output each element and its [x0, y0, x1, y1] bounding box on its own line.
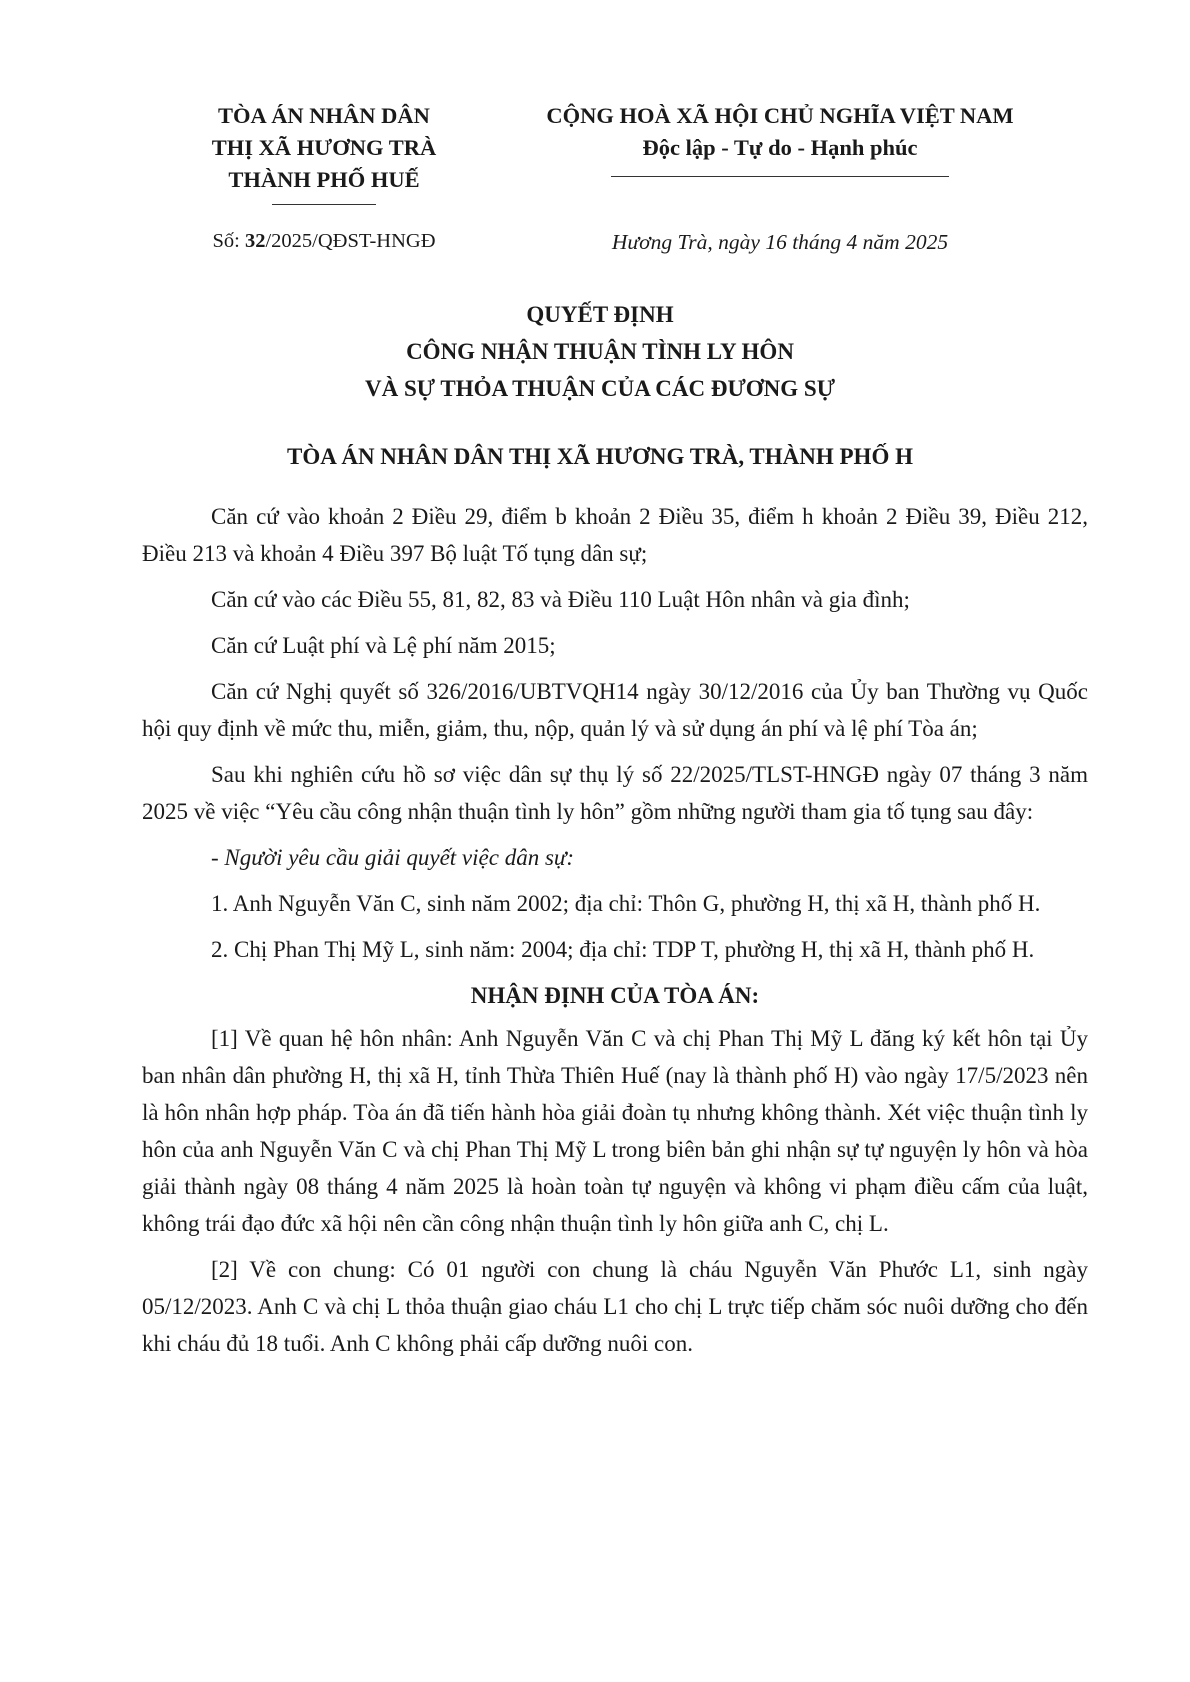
court-line: THÀNH PHỐ HUẾ: [228, 167, 420, 192]
finding-paragraph: [2] Về con chung: Có 01 người con chung là cháu Nguyễn Văn Phước L1, sinh ngày 05/12/2023. Anh C và chị L thỏa thuận giao cháu L1 cho chị L trực tiếp chăm sóc nuôi dưỡng cho đến khi cháu đủ 18 tuổi. Anh C không phải cấp dưỡng nuôi con.: [142, 1257, 1088, 1356]
party-paragraph: 2. Chị Phan Thị Mỹ L, sinh năm: 2004; địa chỉ: TDP T, phường H, thị xã H, thành phố H.: [211, 937, 1035, 962]
motto: Độc lập - Tự do - Hạnh phúc: [642, 135, 918, 160]
nation-name: CỘNG HOÀ XÃ HỘI CHỦ NGHĨA VIỆT NAM: [546, 103, 1014, 128]
motto-underline: [611, 176, 949, 177]
document-number-prefix: Số:: [212, 230, 245, 252]
legal-basis-paragraph: Căn cứ vào các Điều 55, 81, 82, 83 và Điều 110 Luật Hôn nhân và gia đình;: [211, 587, 910, 612]
national-motto-block: [500, 100, 1060, 177]
legal-basis-paragraph: Căn cứ Nghị quyết số 326/2016/UBTVQH14 ngày 30/12/2016 của Ủy ban Thường vụ Quốc hội quy định về mức thu, miễn, giảm, thu, nộp, quản lý và sử dụng án phí và lệ phí Tòa án;: [142, 679, 1088, 741]
legal-basis-paragraph: Căn cứ vào khoản 2 Điều 29, điểm b khoản 2 Điều 35, điểm h khoản 2 Điều 39, Điều 212, Điều 213 và khoản 4 Điều 397 Bộ luật Tố tụng dân sự;: [142, 504, 1088, 566]
party-paragraph: 1. Anh Nguyễn Văn C, sinh năm 2002; địa chỉ: Thôn G, phường H, thị xã H, thành phố H.: [211, 891, 1041, 916]
court-underline: [272, 204, 376, 205]
legal-basis-paragraph: Căn cứ Luật phí và Lệ phí năm 2015;: [211, 633, 556, 658]
court-name-heading: TÒA ÁN NHÂN DÂN THỊ XÃ HƯƠNG TRÀ, THÀNH PHỐ H: [287, 444, 913, 469]
court-line: THỊ XÃ HƯƠNG TRÀ: [211, 135, 437, 160]
decision-title: [120, 296, 1080, 407]
document-number-value: 32: [244, 230, 266, 252]
issuing-court-block: [168, 100, 480, 205]
parties-heading: - Người yêu cầu giải quyết việc dân sự:: [211, 845, 575, 870]
document-number: [168, 230, 480, 253]
place-and-date: Hương Trà, ngày 16 tháng 4 năm 2025: [611, 230, 949, 254]
document-number-suffix: /2025/QĐST-HNGĐ: [265, 230, 436, 252]
intro-paragraph: Sau khi nghiên cứu hồ sơ việc dân sự thụ lý số 22/2025/TLST-HNGĐ ngày 07 tháng 3 năm 2025 về việc “Yêu cầu công nhận thuận tình ly hôn” gồm những người tham gia tố tụng sau đây:: [142, 762, 1088, 824]
title-line: CÔNG NHẬN THUẬN TÌNH LY HÔN: [406, 339, 794, 364]
document-body: [142, 498, 1088, 1371]
finding-paragraph: [1] Về quan hệ hôn nhân: Anh Nguyễn Văn C và chị Phan Thị Mỹ L đăng ký kết hôn tại Ủy ban nhân dân phường H, thị xã H, tỉnh Thừa Thiên Huế (nay là thành phố H) vào ngày 17/5/2023 nên là hôn nhân hợp pháp. Tòa án đã tiến hành hòa giải đoàn tụ nhưng không thành. Xét việc thuận tình ly hôn của anh Nguyễn Văn C và chị Phan Thị Mỹ L trong biên bản ghi nhận sự tự nguyện ly hôn và hòa giải thành ngày 08 tháng 4 năm 2025 là hoàn toàn tự nguyện và không vi phạm điều cấm của luật, không trái đạo đức xã hội nên cần công nhận thuận tình ly hôn giữa anh C, chị L.: [142, 1026, 1088, 1236]
findings-heading: NHẬN ĐỊNH CỦA TÒA ÁN:: [470, 983, 760, 1008]
title-line: QUYẾT ĐỊNH: [526, 302, 674, 327]
title-line: VÀ SỰ THỎA THUẬN CỦA CÁC ĐƯƠNG SỰ: [364, 376, 836, 401]
court-line: TÒA ÁN NHÂN DÂN: [218, 103, 430, 128]
